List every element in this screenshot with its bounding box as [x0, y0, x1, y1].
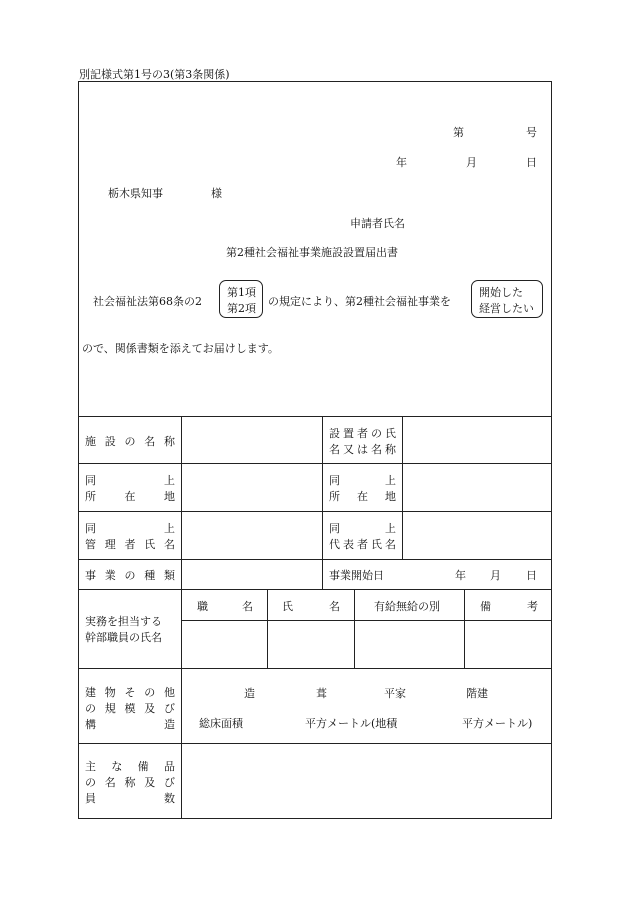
floor-area-label: 総床面積 [199, 717, 243, 730]
body-prefix: 社会福祉法第68条の2 [93, 295, 202, 308]
date-year: 年 [396, 156, 407, 169]
staff-col-line [464, 589, 465, 668]
sqm-land-area-label: 平方メートル(地積 [305, 717, 398, 730]
date-day: 日 [526, 156, 537, 169]
label-business-start: 事業開始日 [329, 569, 384, 582]
mid-col-line-2 [402, 416, 403, 559]
label-same-1: 同 上 [85, 474, 175, 487]
label-equipment-line1: 主 な 備 品 [85, 760, 175, 773]
option-paragraph-1: 第1項 [227, 286, 256, 299]
label-same-4: 同 上 [329, 522, 396, 535]
label-same-3: 同 上 [85, 522, 175, 535]
addressee: 栃木県知事 [108, 187, 163, 200]
col-remarks: 備 考 [480, 600, 538, 613]
document-title: 第2種社会福祉事業施設設置届出書 [226, 246, 398, 259]
table-top-line [78, 416, 552, 417]
row-line [78, 668, 552, 669]
label-location-2: 所 在 地 [329, 490, 396, 503]
stories-label: 階建 [466, 687, 488, 700]
label-location-1: 所 在 地 [85, 490, 175, 503]
label-building-line2: の 規 模 及 び [85, 702, 175, 715]
option-started: 開始した [479, 286, 523, 299]
mid-col-line [322, 416, 323, 589]
option-paragraph-2: 第2項 [227, 302, 256, 315]
start-month: 月 [490, 569, 501, 582]
date-month: 月 [466, 156, 477, 169]
label-equipment-line3: 員 数 [85, 792, 175, 805]
body-middle: の規定により、第2種社会福祉事業を [268, 295, 451, 308]
col-position: 職 名 [197, 600, 253, 613]
label-same-2: 同 上 [329, 474, 396, 487]
label-business-type: 事 業 の 種 類 [85, 569, 175, 582]
label-building-line3: 構 造 [85, 718, 175, 731]
applicant-label: 申請者氏名 [350, 217, 405, 230]
row-line [78, 743, 552, 744]
row-line [78, 589, 552, 590]
label-representative-name: 代 表 者 氏 名 [329, 538, 396, 551]
number-dai: 第 [453, 126, 464, 139]
addressee-honorific: 様 [211, 187, 222, 200]
label-staff-line1: 実務を担当する [85, 615, 162, 628]
label-founder-name-line2: 名 又 は 名 称 [329, 443, 396, 456]
label-col-line [181, 416, 182, 819]
label-facility-name: 施 設 の 名 称 [85, 435, 175, 448]
row-line [78, 511, 552, 512]
option-wish-to-operate: 経営したい [479, 302, 534, 315]
row-line [78, 559, 552, 560]
start-day: 日 [526, 569, 537, 582]
row-line [78, 463, 552, 464]
col-name: 氏 名 [282, 600, 340, 613]
staff-col-line [267, 589, 268, 668]
sqm-close-label: 平方メートル) [462, 717, 533, 730]
number-go: 号 [526, 126, 537, 139]
staff-header-line [181, 620, 552, 621]
form-title: 別記様式第1号の3(第3条関係) [79, 68, 230, 81]
label-equipment-line2: の 名 称 及 び [85, 776, 175, 789]
single-story-label: 平家 [384, 687, 406, 700]
start-year: 年 [455, 569, 466, 582]
col-paid-unpaid: 有給無給の別 [374, 600, 440, 613]
staff-col-line [354, 589, 355, 668]
label-manager-name: 管 理 者 氏 名 [85, 538, 175, 551]
label-staff-line2: 幹部職員の氏名 [85, 631, 162, 644]
roof-label: 葺 [316, 687, 327, 700]
label-founder-name-line1: 設 置 者 の 氏 [329, 427, 396, 440]
label-building-line1: 建 物 そ の 他 [85, 686, 175, 699]
body-line-2: ので、関係書類を添えてお届けします。 [82, 342, 279, 355]
structure-label: 造 [244, 687, 255, 700]
